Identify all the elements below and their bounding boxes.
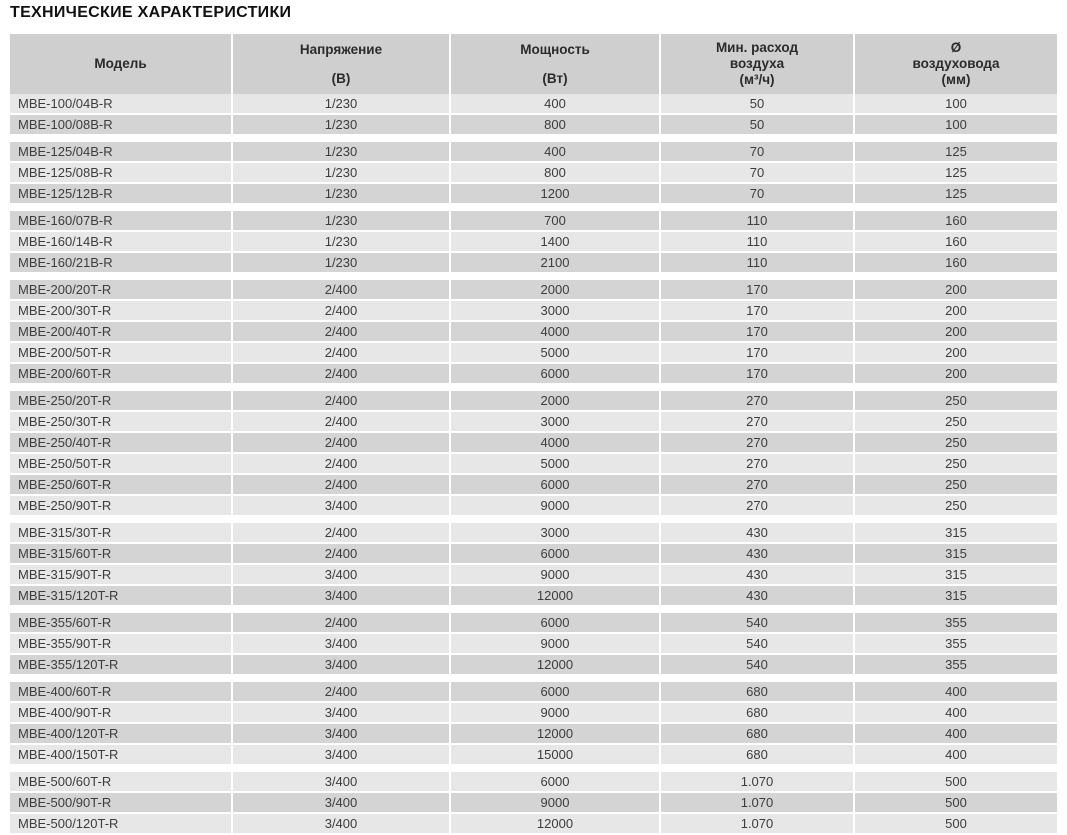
- cell-power: 4000: [451, 322, 661, 341]
- table-row: [10, 793, 1057, 814]
- cell-voltage: 1/230: [233, 184, 451, 203]
- cell-diameter: 160: [945, 213, 967, 228]
- cell-airflow: 170: [661, 301, 855, 320]
- cell-voltage: 3/400: [233, 745, 451, 764]
- cell-voltage: 2/400: [233, 301, 451, 320]
- cell-diameter: 400: [945, 684, 967, 699]
- table-row: [10, 94, 1057, 115]
- table-row: [10, 115, 1057, 136]
- cell-airflow: 1.070: [661, 793, 855, 812]
- header-power: [451, 34, 661, 94]
- cell-power: 3000: [451, 301, 661, 320]
- cell-airflow: 110: [661, 253, 855, 272]
- cell-model: MBE-200/40T-R: [10, 322, 233, 341]
- cell-airflow: 270: [661, 391, 855, 410]
- header-line: Напряжение: [299, 42, 383, 57]
- cell-model: MBE-250/20T-R: [10, 391, 233, 410]
- cell-voltage: 2/400: [233, 433, 451, 452]
- cell-model: MBE-315/30T-R: [10, 523, 233, 542]
- cell-power: 1200: [451, 184, 661, 203]
- cell-airflow: 50: [661, 115, 855, 134]
- cell-voltage: 3/400: [233, 793, 451, 812]
- cell-power: 4000: [451, 433, 661, 452]
- cell-airflow: 540: [661, 613, 855, 632]
- cell-airflow: 430: [661, 586, 855, 605]
- cell-airflow: 1.070: [661, 772, 855, 791]
- table-row: [10, 655, 1057, 676]
- table-row: [10, 343, 1057, 364]
- cell-diameter: 315: [945, 567, 967, 582]
- cell-airflow: 540: [661, 655, 855, 674]
- cell-model: MBE-250/30T-R: [10, 412, 233, 431]
- cell-diameter: 315: [945, 546, 967, 561]
- cell-model: MBE-100/04B-R: [10, 94, 233, 113]
- cell-power: 12000: [451, 814, 661, 833]
- table-row: [10, 565, 1057, 586]
- cell-voltage: 3/400: [233, 634, 451, 653]
- cell-power: 6000: [451, 682, 661, 701]
- cell-diameter: 500: [945, 774, 967, 789]
- cell-diameter: 500: [945, 795, 967, 810]
- cell-airflow: 540: [661, 634, 855, 653]
- cell-power: 800: [451, 163, 661, 182]
- cell-airflow: 680: [661, 745, 855, 764]
- cell-diameter: 250: [945, 498, 967, 513]
- cell-airflow: 110: [661, 232, 855, 251]
- cell-model: MBE-200/20T-R: [10, 280, 233, 299]
- cell-model: MBE-125/12B-R: [10, 184, 233, 203]
- table-row: [10, 391, 1057, 412]
- cell-diameter: 400: [945, 726, 967, 741]
- cell-power: 6000: [451, 613, 661, 632]
- cell-voltage: 1/230: [233, 253, 451, 272]
- cell-diameter: 200: [945, 282, 967, 297]
- cell-power: 1400: [451, 232, 661, 251]
- cell-airflow: 270: [661, 433, 855, 452]
- cell-airflow: 270: [661, 475, 855, 494]
- table-row: [10, 523, 1057, 544]
- cell-power: 5000: [451, 343, 661, 362]
- table-row: [10, 364, 1057, 385]
- cell-model: MBE-400/150T-R: [10, 745, 233, 764]
- cell-diameter: 250: [945, 456, 967, 471]
- header-line: (Вт): [542, 71, 568, 86]
- cell-diameter: 125: [945, 144, 967, 159]
- cell-diameter: 400: [945, 705, 967, 720]
- cell-airflow: 170: [661, 280, 855, 299]
- cell-model: MBE-100/08B-R: [10, 115, 233, 134]
- header-model: [10, 34, 233, 94]
- cell-voltage: 1/230: [233, 232, 451, 251]
- cell-voltage: 2/400: [233, 343, 451, 362]
- cell-power: 6000: [451, 475, 661, 494]
- cell-voltage: 3/400: [233, 703, 451, 722]
- table-row: [10, 412, 1057, 433]
- cell-voltage: 3/400: [233, 772, 451, 791]
- table-row: [10, 433, 1057, 454]
- cell-model: MBE-355/120T-R: [10, 655, 233, 674]
- cell-power: 6000: [451, 544, 661, 563]
- cell-power: 400: [451, 94, 661, 113]
- table-row: [10, 682, 1057, 703]
- cell-airflow: 270: [661, 454, 855, 473]
- cell-diameter: 315: [945, 588, 967, 603]
- cell-power: 3000: [451, 523, 661, 542]
- table-row: [10, 253, 1057, 274]
- table-row: [10, 301, 1057, 322]
- cell-airflow: 430: [661, 523, 855, 542]
- cell-voltage: 2/400: [233, 280, 451, 299]
- cell-model: MBE-400/90T-R: [10, 703, 233, 722]
- cell-model: MBE-315/60T-R: [10, 544, 233, 563]
- cell-voltage: 1/230: [233, 142, 451, 161]
- cell-diameter: 200: [945, 324, 967, 339]
- header-line: Модель: [94, 56, 147, 71]
- cell-diameter: 250: [945, 435, 967, 450]
- table-row: [10, 211, 1057, 232]
- cell-voltage: 2/400: [233, 544, 451, 563]
- cell-power: 6000: [451, 772, 661, 791]
- cell-model: MBE-315/90T-R: [10, 565, 233, 584]
- cell-voltage: 2/400: [233, 322, 451, 341]
- cell-model: MBE-200/30T-R: [10, 301, 233, 320]
- cell-voltage: 1/230: [233, 115, 451, 134]
- table-row: [10, 322, 1057, 343]
- cell-diameter: 355: [945, 636, 967, 651]
- cell-airflow: 50: [661, 94, 855, 113]
- cell-power: 9000: [451, 793, 661, 812]
- cell-power: 3000: [451, 412, 661, 431]
- cell-model: MBE-500/60T-R: [10, 772, 233, 791]
- cell-model: MBE-500/90T-R: [10, 793, 233, 812]
- cell-airflow: 70: [661, 142, 855, 161]
- cell-power: 2000: [451, 280, 661, 299]
- cell-diameter: 160: [945, 255, 967, 270]
- cell-voltage: 2/400: [233, 391, 451, 410]
- header-line: воздуховода: [912, 56, 1000, 71]
- table-row: [10, 475, 1057, 496]
- cell-power: 9000: [451, 703, 661, 722]
- cell-airflow: 1.070: [661, 814, 855, 833]
- cell-diameter: 400: [945, 747, 967, 762]
- cell-model: MBE-200/50T-R: [10, 343, 233, 362]
- cell-power: 2100: [451, 253, 661, 272]
- cell-diameter: 125: [945, 165, 967, 180]
- cell-power: 5000: [451, 454, 661, 473]
- cell-power: 15000: [451, 745, 661, 764]
- header-line: (м³/ч): [739, 72, 775, 87]
- cell-diameter: 100: [945, 117, 967, 132]
- cell-voltage: 1/230: [233, 163, 451, 182]
- cell-airflow: 170: [661, 343, 855, 362]
- table-row: [10, 184, 1057, 205]
- header-line: Ø: [950, 40, 962, 55]
- cell-diameter: 100: [945, 96, 967, 111]
- table-row: [10, 745, 1057, 766]
- cell-model: MBE-315/120T-R: [10, 586, 233, 605]
- table-row: [10, 142, 1057, 163]
- header-airflow: [661, 34, 855, 94]
- table-row: [10, 163, 1057, 184]
- cell-voltage: 2/400: [233, 613, 451, 632]
- table-row: [10, 496, 1057, 517]
- cell-diameter: 200: [945, 345, 967, 360]
- cell-voltage: 3/400: [233, 724, 451, 743]
- table-body: [10, 94, 1057, 835]
- cell-model: MBE-200/60T-R: [10, 364, 233, 383]
- table-row: [10, 814, 1057, 835]
- cell-model: MBE-160/14B-R: [10, 232, 233, 251]
- header-voltage: [233, 34, 451, 94]
- table-row: [10, 586, 1057, 607]
- table-row: [10, 724, 1057, 745]
- header-line: Мин. расход: [715, 40, 799, 55]
- cell-model: MBE-500/120T-R: [10, 814, 233, 833]
- cell-diameter: 250: [945, 414, 967, 429]
- table-row: [10, 544, 1057, 565]
- cell-diameter: 355: [945, 657, 967, 672]
- cell-airflow: 270: [661, 496, 855, 515]
- cell-voltage: 2/400: [233, 682, 451, 701]
- cell-voltage: 3/400: [233, 814, 451, 833]
- cell-power: 9000: [451, 565, 661, 584]
- cell-model: MBE-355/60T-R: [10, 613, 233, 632]
- cell-power: 800: [451, 115, 661, 134]
- table-row: [10, 280, 1057, 301]
- cell-diameter: 355: [945, 615, 967, 630]
- header-line: (В): [331, 71, 351, 86]
- cell-power: 9000: [451, 496, 661, 515]
- cell-voltage: 1/230: [233, 94, 451, 113]
- page-title: ТЕХНИЧЕСКИЕ ХАРАКТЕРИСТИКИ: [10, 4, 292, 21]
- cell-model: MBE-160/07B-R: [10, 211, 233, 230]
- cell-model: MBE-250/40T-R: [10, 433, 233, 452]
- cell-power: 9000: [451, 634, 661, 653]
- cell-airflow: 170: [661, 364, 855, 383]
- table-row: [10, 613, 1057, 634]
- cell-voltage: 2/400: [233, 475, 451, 494]
- cell-model: MBE-250/90T-R: [10, 496, 233, 515]
- cell-diameter: 250: [945, 393, 967, 408]
- cell-power: 12000: [451, 724, 661, 743]
- cell-voltage: 3/400: [233, 496, 451, 515]
- cell-power: 12000: [451, 655, 661, 674]
- cell-model: MBE-355/90T-R: [10, 634, 233, 653]
- cell-diameter: 250: [945, 477, 967, 492]
- table-header: [10, 34, 1057, 94]
- cell-voltage: 2/400: [233, 364, 451, 383]
- cell-power: 6000: [451, 364, 661, 383]
- spec-table: [10, 34, 1057, 835]
- cell-airflow: 680: [661, 703, 855, 722]
- cell-power: 700: [451, 211, 661, 230]
- cell-diameter: 160: [945, 234, 967, 249]
- cell-airflow: 270: [661, 412, 855, 431]
- cell-airflow: 170: [661, 322, 855, 341]
- cell-model: MBE-400/120T-R: [10, 724, 233, 743]
- cell-airflow: 430: [661, 544, 855, 563]
- cell-airflow: 110: [661, 211, 855, 230]
- cell-model: MBE-160/21B-R: [10, 253, 233, 272]
- cell-model: MBE-250/50T-R: [10, 454, 233, 473]
- cell-model: MBE-400/60T-R: [10, 682, 233, 701]
- header-line: Мощность: [520, 42, 590, 57]
- cell-airflow: 70: [661, 184, 855, 203]
- table-row: [10, 772, 1057, 793]
- cell-voltage: 2/400: [233, 412, 451, 431]
- cell-diameter: 200: [945, 303, 967, 318]
- cell-voltage: 1/230: [233, 211, 451, 230]
- cell-model: MBE-125/04B-R: [10, 142, 233, 161]
- header-line: воздуха: [729, 56, 785, 71]
- header-diameter: [855, 34, 1057, 94]
- cell-voltage: 3/400: [233, 586, 451, 605]
- cell-diameter: 315: [945, 525, 967, 540]
- cell-power: 400: [451, 142, 661, 161]
- cell-voltage: 2/400: [233, 454, 451, 473]
- table-row: [10, 232, 1057, 253]
- cell-voltage: 3/400: [233, 565, 451, 584]
- cell-model: MBE-125/08B-R: [10, 163, 233, 182]
- cell-airflow: 70: [661, 163, 855, 182]
- cell-voltage: 2/400: [233, 523, 451, 542]
- cell-diameter: 500: [945, 816, 967, 831]
- cell-airflow: 680: [661, 682, 855, 701]
- cell-airflow: 680: [661, 724, 855, 743]
- header-line: (мм): [941, 72, 971, 87]
- table-row: [10, 703, 1057, 724]
- table-row: [10, 454, 1057, 475]
- cell-voltage: 3/400: [233, 655, 451, 674]
- cell-airflow: 430: [661, 565, 855, 584]
- cell-diameter: 200: [945, 366, 967, 381]
- table-row: [10, 634, 1057, 655]
- cell-diameter: 125: [945, 186, 967, 201]
- cell-power: 2000: [451, 391, 661, 410]
- cell-power: 12000: [451, 586, 661, 605]
- cell-model: MBE-250/60T-R: [10, 475, 233, 494]
